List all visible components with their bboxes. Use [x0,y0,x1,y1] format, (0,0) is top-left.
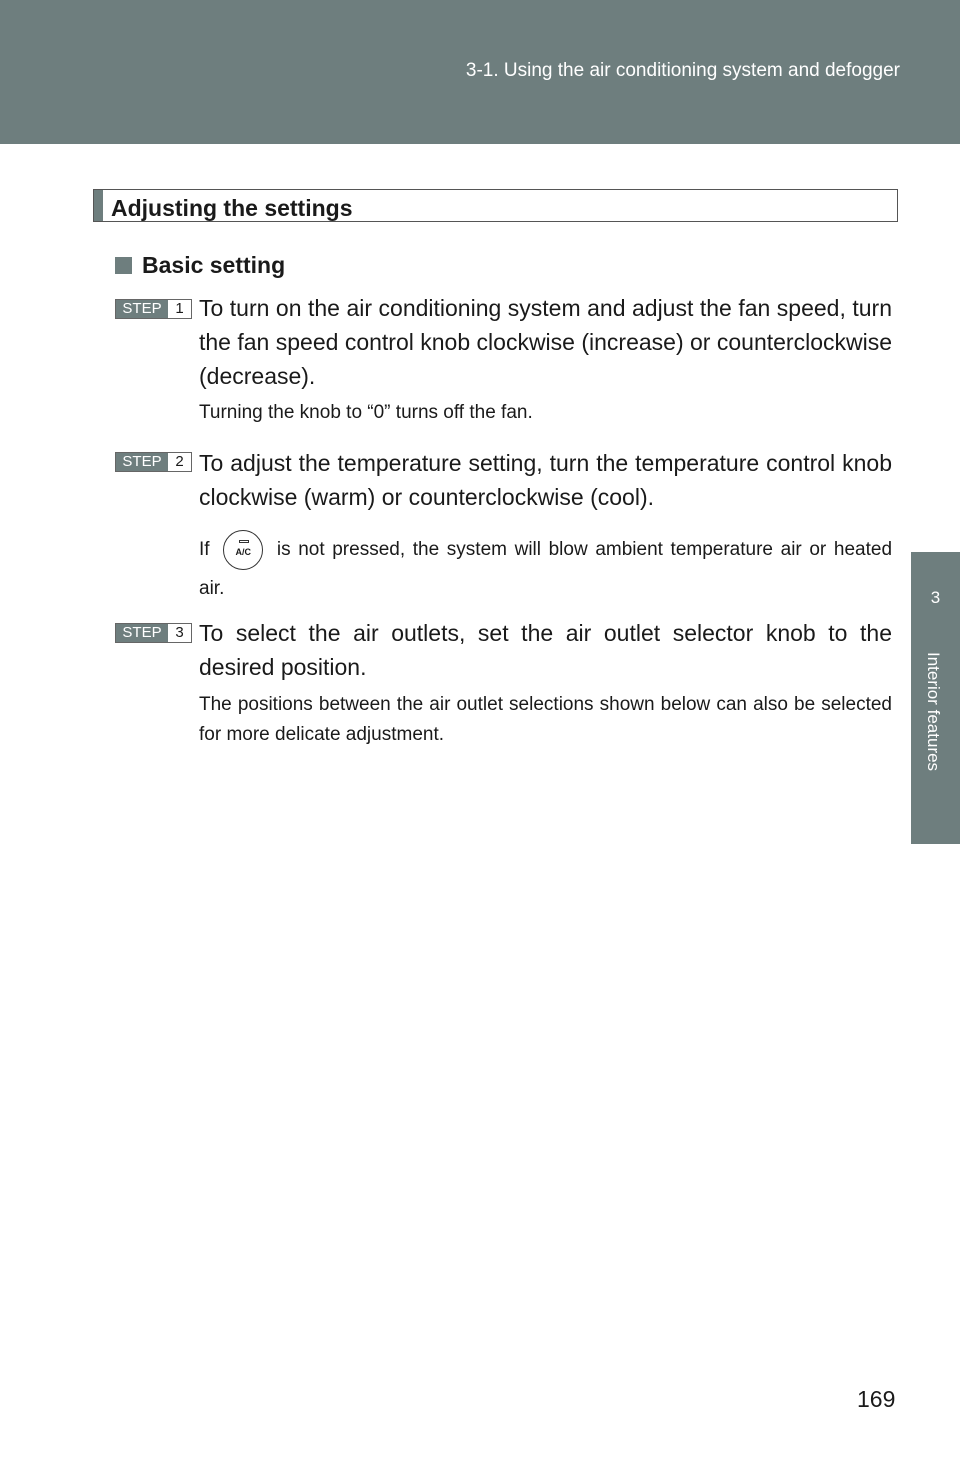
step-2-text: To adjust the temperature setting, turn the temperature control knob clockwise (warm) or counterclockwise (cool). [199,450,892,510]
step-badge-number: 2 [175,453,184,470]
subsection-heading-text: Basic setting [142,252,286,278]
step-badge-word: STEP [116,624,168,642]
header-title: 3-1. Using the air conditioning system and defogger [465,60,900,81]
step-2-note-after: is not pressed, the system will blow ambient temperature air or heated air. [199,539,893,599]
step-badge-word: STEP [116,300,168,318]
step-2-note [199,530,892,608]
step-badge-number: 3 [175,624,184,641]
step-3-badge [115,623,192,643]
chapter-side-tab [911,552,960,844]
step-1-badge [115,299,192,319]
subsection-heading [115,252,285,279]
chapter-label: Interior features [924,652,943,772]
page-header [0,0,960,144]
step-badge-number: 1 [175,300,184,317]
section-heading-text: Adjusting the settings [111,195,353,221]
ac-indicator-light [239,540,249,543]
step-3-text: To select the air outlets, set the air outlet selector knob to the desired position. [199,620,892,680]
step-3-note: The positions between the air outlet selections shown below can also be selected for more delicate adjustment. [199,694,892,745]
section-heading-bar [94,190,103,221]
section-heading [93,189,898,222]
ac-button-icon [223,530,263,570]
ac-button-label: A/C [235,547,251,557]
page-number: 169 [857,1386,896,1412]
step-badge-word: STEP [116,453,168,471]
step-2-badge [115,452,192,472]
step-2-note-before: If [199,539,210,561]
square-bullet-icon [115,257,132,274]
chapter-number: 3 [930,588,941,607]
step-1-text: To turn on the air conditioning system and adjust the fan speed, turn the fan speed control knob clockwise (increase) or counterclockwise (decrease). [199,295,892,389]
step-1-note: Turning the knob to “0” turns off the fan. [199,402,533,423]
